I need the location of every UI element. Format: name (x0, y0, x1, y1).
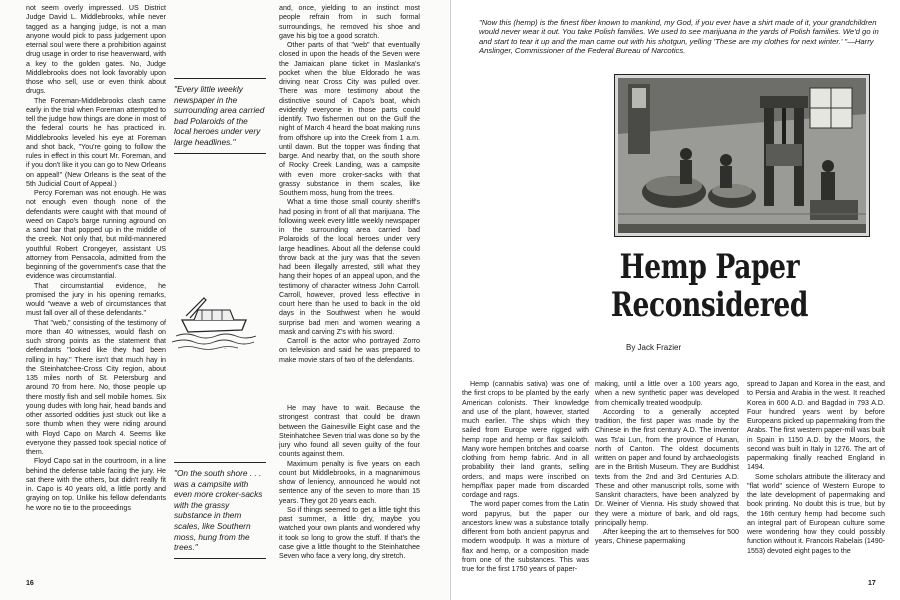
paragraph: Some scholars attribute the illiteracy and "flat world" science of Western Europe to the late development of papermaking and book printing. No doubt this is true, but by the 16th century hemp had become such an integral part of European culture some were wondering how they could possibly function without it. Francois Rabelais (1490-1553) devoted eight pages to the (747, 472, 885, 555)
article-title (569, 248, 850, 324)
page-number: 17 (868, 580, 876, 587)
paragraph: Floyd Capo sat in the courtroom, in a line behind the defense table facing the jury. He sat there with the others, but didn't really fit in. Capo is 40 years old, a little portly and graying on top. Unlike his fellow defendants he wore no tie to the proceedings (26, 457, 166, 512)
paragraph: Percy Foreman was not enough. He was not enough even though none of the defendants were caught with that mound of weed on Capo's barge running aground on a sand bar that popped up in the middle of the creek. Not only that, but mild-mannered youthful Robert Crongeyer, assistant US attorney from Pensacola, admitted from the beginning of the government's case that the evidence was circumstantial. (26, 189, 166, 281)
left-column-2-continued (279, 404, 420, 574)
paragraph: Carroll is the actor who portrayed Zorro on television and said he was prepared to make movie stars of two of the defendants. (279, 337, 420, 364)
right-column-3 (747, 380, 885, 576)
paragraph: What a time those small county sheriff's had posing in front of all that marijuana. The following week every little weekly newspaper in the surrounding area carried bad Polaroids of the local heroes under very large headlines. About all the defense could throw back at the jury was that the seven had been illegally arrested, still what they hang their hopes of an appeal upon, and the testimony of character witness John Carroll. Carroll, however, proved less effective in court here than he used to back in the old days in the Southwest when he would surprise bad men and women wearing a mask and carving Z's with his sword. (279, 198, 420, 336)
byline: By Jack Frazier (626, 343, 682, 352)
right-column-1 (462, 380, 589, 576)
paragraph: Maximum penalty is five years on each count but Middlebrooks, in a magnanimous show of leniency, announced he would not sentence any of the seven to more than 15 years. They got 20 years each. (279, 459, 420, 505)
paragraph: He may have to wait. Because the strongest contrast that could be drawn between the Gainesville Eight case and the Steinhatchee Seven trial was done so by the jury who found all seven guilty of the four counts against them. (279, 404, 420, 459)
pull-quote: "Every little weekly newspaper in the surrounding area carried bad Polaroids of the local heroes under very large headlines." (174, 78, 266, 154)
paragraph: spread to Japan and Korea in the east, and to Persia and Arabia in the west. It reached Korea in 600 A.D. and Bagdad in 793 A.D. Four hundred years went by before Europeans picked up papermaking from the Arabs. The first western paper-mill was built in Spain in 1150 A.D. by the Moors, the second was built in Italy in 1276. The art of papermaking finally reached England in 1494. (747, 380, 885, 472)
title-line: Hemp Paper (619, 247, 800, 287)
paragraph: After keeping the art to themselves for 500 years, Chinese papermaking (595, 528, 739, 546)
paragraph: Hemp (cannabis sativa) was one of the first crops to be planted by the early American colonists. Their knowledge and use of the plant, however, started much earlier. The ships which they sailed from Europe were rigged with hemp rope and hemp or flax sailcloth. Many wore hempen britches and coarse clothing from hemp fabric. And in all probability their land grants, selling orders, and maps were inscribed on hemp/flax paper made from discarded cordage and rags. (462, 380, 589, 499)
right-page (451, 0, 900, 600)
pull-quote: "On the south shore . . . was a campsite with even more croker-sacks with the grassy substance in them scales, like Southern moss, hung from the trees." (174, 462, 266, 559)
left-column-1 (26, 4, 166, 572)
page-number: 16 (26, 580, 34, 587)
paragraph: The word paper comes from the Latin word papyrus, but the paper our ancestors knew was a substance totally different from both ancient papyrus and modern woodpulp. It was a mixture of flax and hemp, or a composition made from one of the substances. This was true for the first 1750 years of paper- (462, 500, 589, 573)
paragraph: That "web," consisting of the testimony of more than 40 witnesses, would flash on such strong points as the statement that defendants "looked like they had been rolling in hay." There isn't that much hay in the Steinhatchee-Cross City region, about 135 miles north of St. Petersburg and around 70 from here. No, those people up there mostly fish and sell mobile homes. Six young dudes with long hair, head bands and other assorted oddities just stuck out like a sore thumb when they were riding around with Floyd Capo on March 4. Seems like everyone they passed took special notice of them. (26, 318, 166, 456)
paragraph: According to a generally accepted tradition, the first paper was made by the Chinese in the first century A.D. The inventor was Ts'ai Lun, from the province of Hunan, north of Canton. The oldest documents written on paper and found by archaeologists are in the British Museum. They are Buddhist texts from the 2nd and 3rd Centuries A.D. These and other manuscript rolls, some with Sanskrit characters, have been analyzed by Dr. Weiner of Vienna. His study showed that they were a mixture of bark, and old rags, principally hemp. (595, 407, 739, 527)
paragraph: Other parts of that "web" that eventually closed in upon the heads of the Seven were the Jamaican plane ticket in Maslanka's pocket when the blue Eldorado he was driving near Cross City was pulled over. There was more testimony about the distinctive sound of Capo's boat, which evidently everyone in those parts could identify. Two fishermen out on the Gulf the night of March 4 heard the boat making runs from offshore up into the Creek from 1 a.m. until dawn. But the topper was finding that barge. And nearby that, on the south shore of Rocky Creek Landing, was a campsite with even more croker-sacks with that grassy substance in them scales, like Southern moss, hung from the trees. (279, 41, 420, 197)
boat-illustration (172, 290, 256, 354)
right-column-2 (595, 380, 739, 576)
epigraph-quote: "Now this (hemp) is the finest fiber known to mankind, my God, if you ever have a shirt made of it, your grandchildren would never wear it out. You take Polish families. We used to see marijuana in the yards of Polish families. We'd go in and start to tear it up and the man came out with his shotgun, yelling 'These are my clothes for next winter.' "—Harry Anslinger, Commissioner of the Federal Bureau of Narcotics. (479, 18, 879, 56)
svg-text:~: ~ (224, 346, 227, 351)
paragraph: and, once, yielding to an instinct most people refrain from in such formal surroundings, he removed his shoe and gave his big toe a good scratch. (279, 4, 420, 40)
paragraph: not seem overly impressed. US District Judge David L. Middlebrooks, while never tagged as a hanging judge, is not a man anyone would pick to pass judgement upon eternal soul were there a prohibition against drug usage in order to rise heavenward, with a key to the golden gates. No, Judge Middlebrooks does not look favorably upon those who sell, use or even think about drugs. (26, 4, 166, 96)
paragraph: That circumstantial evidence, he promised the jury in his opening remarks, would "weave a web of circumstances that must fall over all of these defendants." (26, 281, 166, 318)
title-line: Reconsidered (610, 285, 808, 325)
papermaking-engraving (614, 74, 870, 237)
paragraph: making, until a little over a 100 years ago, when a new synthetic paper was developed from chemically treated woodpulp. (595, 380, 739, 407)
left-column-2 (279, 4, 420, 408)
paragraph: So if things seemed to get a little tight this past summer, a little dry, maybe you watched your own plants and wondered why it took so long to grow the stuff. If that's the case give a little thought to the Steinhatchee Seven who face a very long, dry stretch. (279, 505, 420, 560)
paragraph: The Foreman-Middlebrooks clash came early in the trial when Foreman attempted to tell the judge how things are done in most of the federal courts he has practiced in. Middlebrooks leveled his eye at Foreman and shot back, "You're going to follow the rules in effect in this court Mr. Foreman, and if you don't like it you can go to New Orleans on appeal!" (New Orleans is the seat of the 5th Judicial Court of Appeal.) (26, 96, 166, 188)
